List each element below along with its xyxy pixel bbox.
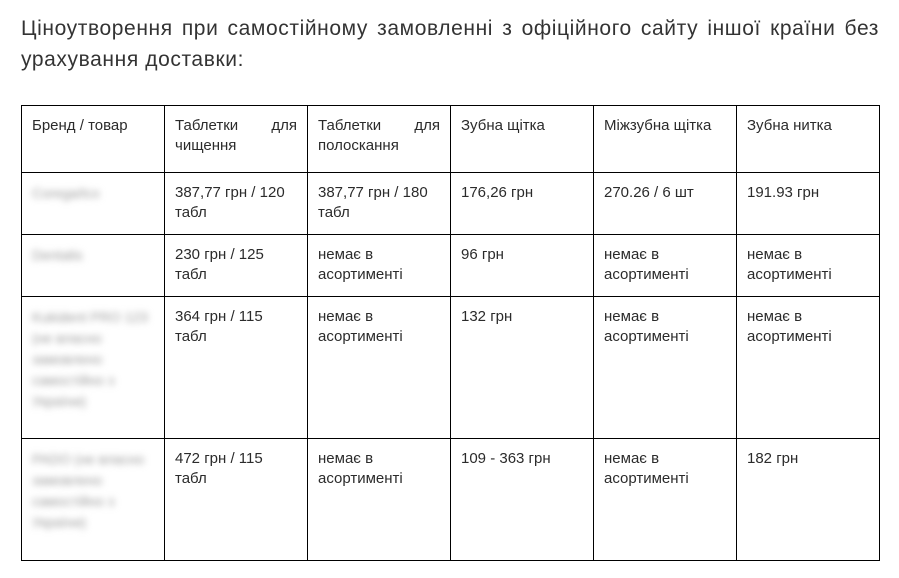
brand-name-blurred: PADO (не власно замовлено самостійно з України) (32, 451, 145, 530)
price-cell: немає в асортименті (308, 235, 451, 297)
table-header-row (22, 106, 880, 173)
price-cell: 176,26 грн (451, 173, 594, 235)
table-row (22, 235, 880, 297)
brand-cell (22, 173, 165, 235)
page-heading: Ціноутворення при самостійному замовленні з офіційного сайту іншої країни без урахування доставки: (21, 17, 879, 71)
header-dental-floss: Зубна нитка (737, 106, 880, 173)
brand-cell (22, 297, 165, 439)
header-cleaning-tablets: Таблетки для чищення (165, 106, 308, 173)
brand-name-blurred: Kukident PRO 123 (не власно замовлено самостійно з України) (32, 309, 148, 409)
price-cell: 387,77 грн / 120 табл (165, 173, 308, 235)
price-cell: 472 грн / 115 табл (165, 439, 308, 561)
price-cell: 182 грн (737, 439, 880, 561)
table-row (22, 439, 880, 561)
header-brand: Бренд / товар (22, 106, 165, 173)
price-cell: 191.93 грн (737, 173, 880, 235)
price-cell: 387,77 грн / 180 табл (308, 173, 451, 235)
table-row (22, 297, 880, 439)
price-cell: 109 - 363 грн (451, 439, 594, 561)
header-interdental-brush: Міжзубна щітка (594, 106, 737, 173)
table-row (22, 173, 880, 235)
brand-name-blurred: Corega/tcx (32, 185, 100, 201)
price-cell: 132 грн (451, 297, 594, 439)
price-cell: немає в асортименті (308, 439, 451, 561)
price-cell: 230 грн / 125 табл (165, 235, 308, 297)
price-cell: 96 грн (451, 235, 594, 297)
brand-cell (22, 235, 165, 297)
price-cell: немає в асортименті (308, 297, 451, 439)
header-toothbrush: Зубна щітка (451, 106, 594, 173)
price-cell: немає в асортименті (594, 297, 737, 439)
brand-name-blurred: Dentalis (32, 247, 83, 263)
price-cell: немає в асортименті (594, 439, 737, 561)
header-rinse-tablets: Таблетки для полоскання (308, 106, 451, 173)
price-cell: немає в асортименті (594, 235, 737, 297)
brand-cell (22, 439, 165, 561)
price-table (21, 105, 880, 561)
price-cell: немає в асортименті (737, 235, 880, 297)
price-cell: 270.26 / 6 шт (594, 173, 737, 235)
price-cell: немає в асортименті (737, 297, 880, 439)
price-cell: 364 грн / 115 табл (165, 297, 308, 439)
